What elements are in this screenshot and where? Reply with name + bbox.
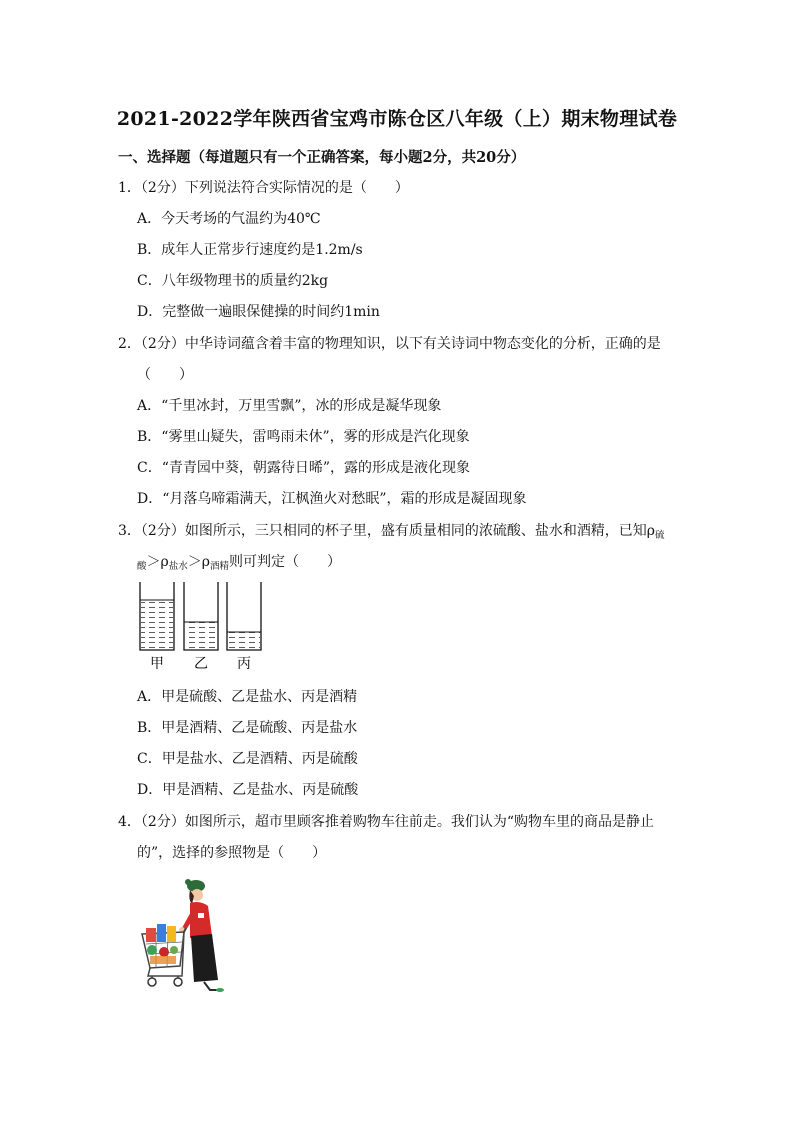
- beakers-figure: [138, 580, 268, 674]
- exam-title: 2021-2022学年陕西省宝鸡市陈仓区八年级（上）期末物理试卷: [116, 108, 678, 130]
- question-3-stem-text: 3．（2分）如图所示，三只相同的杯子里，盛有质量相同的浓硫酸、盐水和酒精，已知ρ: [118, 523, 656, 539]
- beaker-jia: [140, 582, 174, 650]
- question-1-option-b: B．成年人正常步行速度约是1.2m/s: [137, 242, 363, 258]
- subscript: 酒精: [210, 561, 230, 572]
- question-3-option-b: B．甲是酒精、乙是硫酸、丙是盐水: [137, 720, 358, 736]
- subscript: 硫: [655, 530, 665, 541]
- section-heading: 一、选择题（每道题只有一个正确答案，每小题2分，共20分）: [118, 149, 526, 166]
- question-2-stem: 2．（2分）中华诗词蕴含着丰富的物理知识，以下有关诗词中物态变化的分析，正确的是: [118, 336, 661, 352]
- question-1-option-d: D．完整做一遍眼保健操的时间约1min: [137, 304, 380, 320]
- question-2-option-c: C．“青青园中葵，朝露待日晞”，露的形成是液化现象: [137, 460, 471, 476]
- subscript: 盐水: [168, 561, 188, 572]
- question-3-stem-tail: 则可判定（ ）: [229, 554, 342, 570]
- question-2-option-a: A．“千里冰封，万里雪飘”，冰的形成是凝华现象: [137, 398, 442, 414]
- question-3-option-a: A．甲是硫酸、乙是盐水、丙是酒精: [137, 689, 358, 705]
- question-4-stem-cont: 的”，选择的参照物是（ ）: [137, 845, 327, 861]
- question-1-stem: 1．（2分）下列说法符合实际情况的是（ ）: [118, 180, 409, 196]
- greater-than: ＞ρ: [187, 554, 210, 570]
- question-2-option-b: B．“雾里山疑失，雷鸣雨未休”，雾的形成是汽化现象: [137, 429, 470, 445]
- beaker-label-bing: 丙: [237, 656, 251, 672]
- question-1-option-c: C．八年级物理书的质量约2kg: [137, 273, 329, 289]
- question-3-option-c: C．甲是盐水、乙是酒精、丙是硫酸: [137, 751, 358, 767]
- question-1-option-a: A．今天考场的气温约为40℃: [137, 211, 321, 227]
- subscript: 酸: [137, 561, 147, 572]
- question-2-stem-cont: （ ）: [137, 367, 193, 383]
- question-4-stem: 4．（2分）如图所示，超市里顾客推着购物车往前走。我们认为“购物车里的商品是静止: [118, 814, 654, 830]
- greater-than: ＞ρ: [146, 554, 169, 570]
- beaker-bing: [227, 582, 261, 650]
- shopping-cart-illustration: [138, 876, 238, 1004]
- question-2-option-d: D．“月落乌啼霜满天，江枫渔火对愁眠”，霜的形成是凝固现象: [137, 491, 527, 507]
- question-3-stem: [118, 520, 665, 540]
- question-3-option-d: D．甲是酒精、乙是盐水、丙是硫酸: [137, 782, 359, 798]
- beaker-yi: [184, 582, 218, 650]
- beaker-label-jia: 甲: [150, 656, 164, 672]
- question-3-stem-cont: [137, 551, 341, 571]
- beaker-label-yi: 乙: [194, 656, 208, 672]
